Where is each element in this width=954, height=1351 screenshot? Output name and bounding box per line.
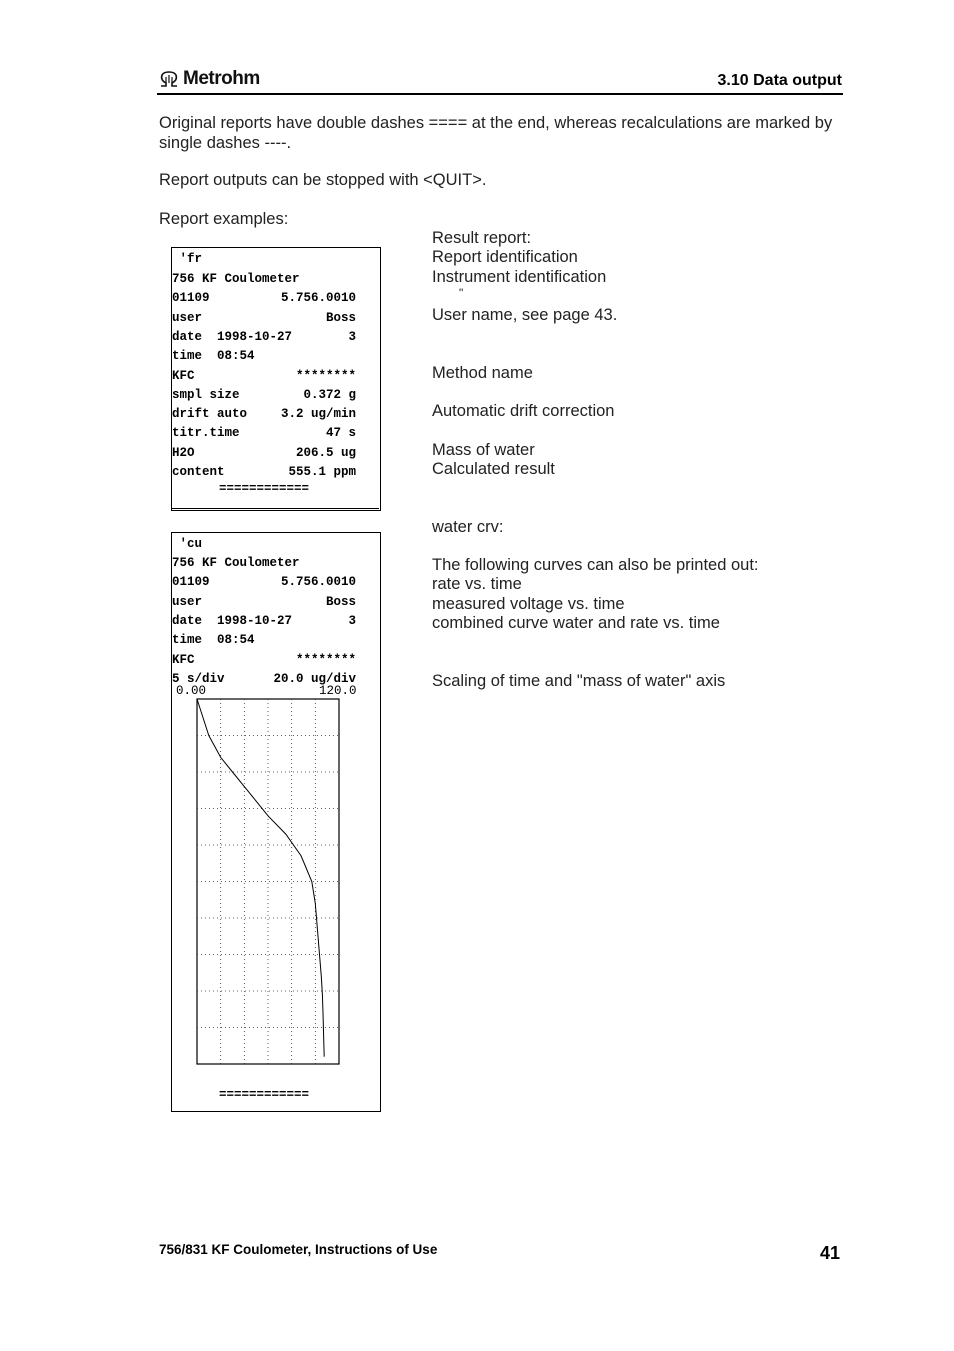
report-line (172, 653, 356, 669)
report1-lines (171, 272, 358, 479)
report-line-value: ******** (295, 368, 356, 383)
report-line (172, 446, 356, 462)
report-line-key: titr.time (172, 426, 240, 441)
note-drift-correction: Automatic drift correction (432, 402, 615, 420)
report-line-key: time 08:54 (172, 349, 255, 364)
page-number: 41 (819, 1243, 840, 1263)
report-line-key: smpl size (172, 387, 240, 402)
note-axis-scaling: Scaling of time and "mass of water" axis (432, 672, 726, 690)
metrohm-logo (158, 68, 260, 90)
report-line-value: 0.372 g (303, 387, 356, 402)
report-line (172, 291, 356, 307)
report-line-key: 756 KF Coulometer (172, 272, 300, 286)
report-line-value: ******** (295, 652, 356, 667)
report-line-value: 5.756.0010 (280, 291, 356, 306)
report-line-key: H2O (172, 445, 195, 460)
report-line (172, 330, 356, 346)
x-axis-min-label: 0.00 (176, 684, 207, 698)
note-voltage-vs-time: measured voltage vs. time (432, 595, 625, 613)
report-line-key: 01109 (172, 575, 210, 590)
report-line-value: Boss (325, 310, 356, 325)
ditto-mark: " (459, 286, 464, 300)
report-line-value: Boss (325, 594, 356, 609)
report-line (172, 349, 356, 365)
note-method-name: Method name (432, 364, 533, 382)
x-axis-max-label: 120.0 (319, 684, 357, 698)
report-line (172, 311, 356, 327)
note-mass-of-water: Mass of water (432, 441, 535, 459)
report-line-key: user (172, 594, 203, 609)
note-calculated-result: Calculated result (432, 460, 555, 478)
report-line (172, 272, 356, 288)
note-report-identification: Report identification (432, 248, 578, 266)
report-line-value: 3 (348, 613, 356, 628)
report-line-key: user (172, 310, 203, 325)
report-line-key: time 08:54 (172, 633, 255, 648)
report-line (172, 614, 356, 630)
intro-paragraph-3: Report examples: (159, 210, 289, 228)
report-line-key: 5 s/div (172, 671, 225, 686)
report-line-key: date 1998-10-27 (172, 613, 293, 628)
note-combined-curve: combined curve water and rate vs. time (432, 614, 720, 632)
report1-command: 'fr (172, 252, 203, 266)
report-line-value: 47 s (325, 426, 356, 441)
header-divider (157, 93, 843, 95)
report-line (172, 388, 356, 404)
note-rate-vs-time: rate vs. time (432, 575, 522, 593)
intro-paragraph-1: Original reports have double dashes ==== at the end, whereas recalculations are marked by single dashes ----. (159, 114, 833, 152)
report1-end-marker: ============ (219, 482, 310, 496)
report2-end-marker: ============ (219, 1088, 310, 1102)
report-line-key: 756 KF Coulometer (172, 556, 300, 570)
report-line-value: 5.756.0010 (280, 575, 356, 590)
report-line-value: 206.5 ug (295, 445, 356, 460)
intro-paragraph-2: Report outputs can be stopped with <QUIT>. (159, 171, 487, 189)
note-other-curves: The following curves can also be printed out: (432, 556, 759, 574)
report-line (172, 369, 356, 385)
footer-document-title: 756/831 KF Coulometer, Instructions of Use (159, 1242, 438, 1257)
report2-lines (171, 556, 358, 686)
report-line (172, 575, 356, 591)
report-line-value: 555.1 ppm (288, 465, 356, 479)
report-line (172, 556, 356, 572)
report-line-key: 01109 (172, 291, 210, 306)
report-line-key: drift auto (172, 407, 248, 422)
report-line (172, 465, 356, 481)
report-line (172, 595, 356, 611)
note-instrument-identification: Instrument identification (432, 268, 607, 286)
report-line-value: 3.2 ug/min (280, 407, 356, 422)
water-curve-title: water crv: (432, 518, 504, 536)
report-line-key: date 1998-10-27 (172, 329, 293, 344)
note-user-name: User name, see page 43. (432, 306, 618, 324)
report-line-key: content (172, 465, 225, 479)
report2-command: 'cu (172, 537, 203, 551)
water-curve-line (197, 699, 324, 1057)
omega-icon (158, 70, 180, 88)
water-curve-chart (185, 690, 350, 1070)
report-line-key: KFC (172, 368, 195, 383)
report-line (172, 407, 356, 423)
section-title: 3.10 Data output (717, 72, 842, 89)
report-line-key: KFC (172, 652, 195, 667)
report-line-value: 3 (348, 329, 356, 344)
report-line (172, 426, 356, 442)
report-line (172, 633, 356, 649)
report-line-value: 20.0 ug/div (273, 671, 356, 686)
brand-name: Metrohm (183, 68, 260, 89)
result-report-title: Result report: (432, 229, 532, 247)
result-report-box-bottom (171, 508, 379, 509)
